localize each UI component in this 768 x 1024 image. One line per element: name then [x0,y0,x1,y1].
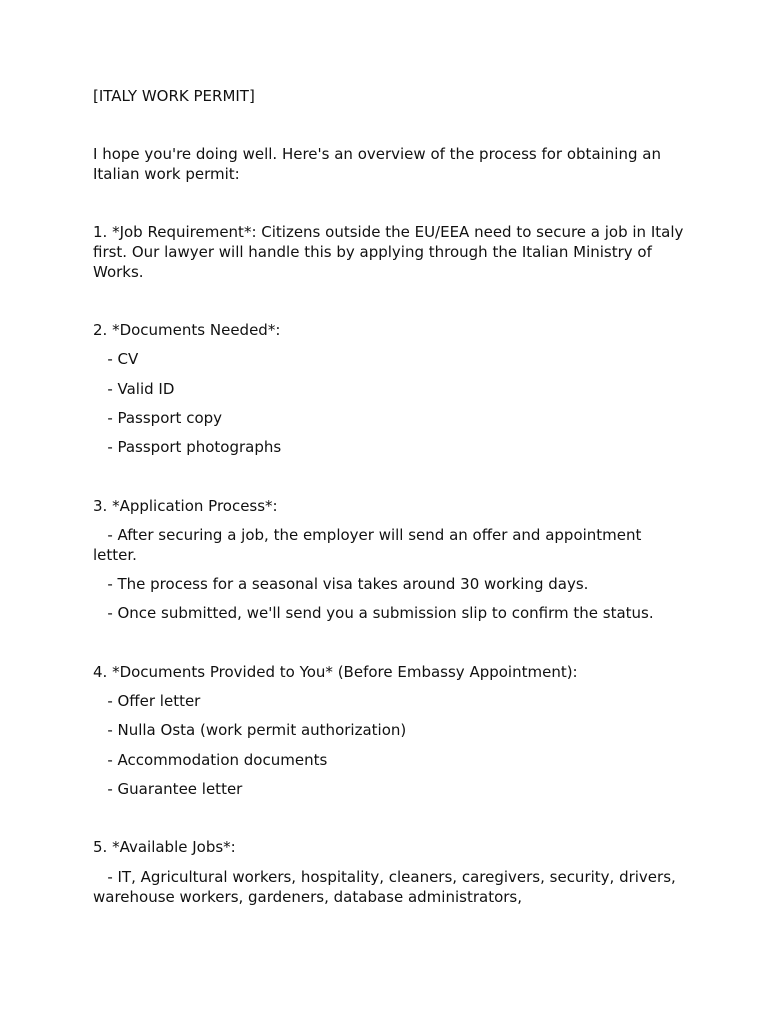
section-3-item-offer-letter: - After securing a job, the employer will send an offer and appointment letter. [93,526,647,564]
section-1-job-requirement: 1. *Job Requirement*: Citizens outside the EU/EEA need to secure a job in Italy first. Our lawyer will handle this by applying through the Italian Ministry of Works. [93,223,689,281]
document-title: [ITALY WORK PERMIT] [93,87,255,105]
section-2-item-passport-copy: - Passport copy [93,409,223,427]
section-2-item-cv: - CV [93,350,139,368]
section-2-heading: 2. *Documents Needed*: [93,321,281,339]
section-4-item-nulla-osta: - Nulla Osta (work permit authorization) [93,721,407,739]
section-5-item-job-list: - IT, Agricultural workers, hospitality, cleaners, caregivers, security, drivers, warehouse workers, gardeners, database administrators, [93,868,681,906]
section-4-heading: 4. *Documents Provided to You* (Before Embassy Appointment): [93,663,578,681]
intro-paragraph: I hope you're doing well. Here's an overview of the process for obtaining an Italian work permit: [93,145,666,183]
section-4-item-offer-letter: - Offer letter [93,692,201,710]
section-5-heading: 5. *Available Jobs*: [93,838,236,856]
section-2-item-valid-id: - Valid ID [93,380,175,398]
section-4-item-accommodation: - Accommodation documents [93,751,328,769]
section-3-item-seasonal-visa: - The process for a seasonal visa takes around 30 working days. [93,575,589,593]
section-2-item-passport-photographs: - Passport photographs [93,438,282,456]
section-3-item-submission-slip: - Once submitted, we'll send you a submission slip to confirm the status. [93,604,654,622]
section-4-item-guarantee-letter: - Guarantee letter [93,780,243,798]
section-3-heading: 3. *Application Process*: [93,497,278,515]
